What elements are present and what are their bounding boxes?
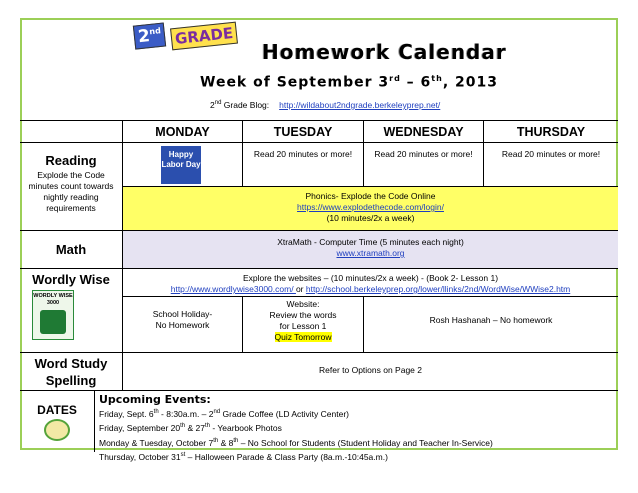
blog-link[interactable]: http://wildabout2ndgrade.berkeleyprep.net/: [279, 100, 441, 110]
wordly-links: http://www.wordlywise3000.com/ or http://school.berkeleyprep.org/lower/llinks/2nd/WordWise/WWise2.htm: [170, 284, 571, 294]
column-header-tuesday: TUESDAY: [243, 120, 364, 142]
wordly-subject-cell: [20, 268, 123, 352]
phonics-title: Phonics- Explode the Code Online: [305, 191, 436, 201]
event-item: Thursday, October 31st – Halloween Parade & Class Party (8a.m.-10:45a.m.): [99, 451, 388, 462]
wordly-link-2[interactable]: http://school.berkeleyprep.org/lower/llinks/2nd/WordWise/WWise2.htm: [305, 284, 571, 294]
reading-thursday: Read 20 minutes or more!: [484, 142, 618, 186]
upcoming-events: [94, 390, 618, 462]
wordly-wed-thu: Rosh Hashanah – No homework: [364, 296, 618, 352]
phonics-link[interactable]: https://www.explodethecode.com/login/: [297, 202, 444, 212]
wordly-link-1[interactable]: http://www.wordlywise3000.com/: [170, 284, 296, 294]
calendar-title: Homework Calendar: [262, 40, 507, 64]
quiz-tomorrow: Quiz Tomorrow: [274, 332, 332, 342]
math-cell: [123, 230, 618, 268]
wordly-tuesday: Website: Review the words for Lesson 1 Quiz Tomorrow: [243, 296, 364, 352]
event-item: Friday, September 20th & 27th - Yearbook Photos: [99, 423, 282, 434]
event-item: Friday, Sept. 6th - 8:30a.m. – 2nd Grade Coffee (LD Activity Center): [99, 408, 349, 419]
grade-word-block: GRADE: [170, 22, 238, 51]
word-study-cell: Refer to Options on Page 2: [123, 352, 618, 390]
math-subject: Math: [20, 230, 123, 268]
phonics-note: (10 minutes/2x a week): [326, 213, 415, 223]
corner-cell: [20, 120, 123, 142]
grade-number-block: 2nd: [133, 22, 167, 49]
grade-logo: [134, 24, 238, 54]
wordly-wise-logo: WORDLY WISE 3000: [32, 290, 74, 340]
wordly-monday: School Holiday- No Homework: [123, 296, 243, 352]
reading-subject-cell: [20, 142, 123, 230]
week-title: Week of September 3rd – 6th, 2013: [200, 74, 498, 91]
column-header-thursday: THURSDAY: [484, 120, 618, 142]
wordly-line: Explore the websites – (10 minutes/2x a week) - (Book 2- Lesson 1): [242, 273, 499, 283]
events-list: [99, 406, 618, 463]
word-study-subject: Word Study Spelling: [20, 352, 123, 390]
column-header-wednesday: WEDNESDAY: [364, 120, 484, 142]
blog-line: 2nd Grade Blog: http://wildabout2ndgrade.berkeleyprep.net/: [210, 100, 441, 110]
dates-label: DATES: [37, 403, 77, 417]
homework-calendar: [20, 18, 618, 462]
reading-monday: [123, 142, 243, 186]
reading-description: Explode the Code minutes count towards nightly reading requirements: [28, 170, 114, 213]
phonics-cell: [123, 186, 618, 230]
dates-label-cell: [20, 390, 94, 452]
math-link[interactable]: www.xtramath.org: [336, 248, 405, 258]
column-header-monday: MONDAY: [123, 120, 243, 142]
reading-wednesday: Read 20 minutes or more!: [364, 142, 484, 186]
reading-subject: Reading: [45, 153, 97, 168]
wordly-subject: Wordly Wise: [32, 272, 110, 287]
wordly-websites-cell: [123, 268, 618, 296]
labor-day-image: Happy Labor Day: [161, 146, 201, 184]
event-item: Monday & Tuesday, October 7th & 8th – No School for Students (Student Holiday and Teacher In-Service): [99, 437, 493, 448]
reading-tuesday: Read 20 minutes or more!: [243, 142, 364, 186]
calendar-icon: [44, 419, 70, 441]
upcoming-title: Upcoming Events:: [99, 393, 211, 406]
math-line: XtraMath - Computer Time (5 minutes each night): [277, 237, 464, 247]
ww-emblem-icon: [40, 310, 66, 334]
